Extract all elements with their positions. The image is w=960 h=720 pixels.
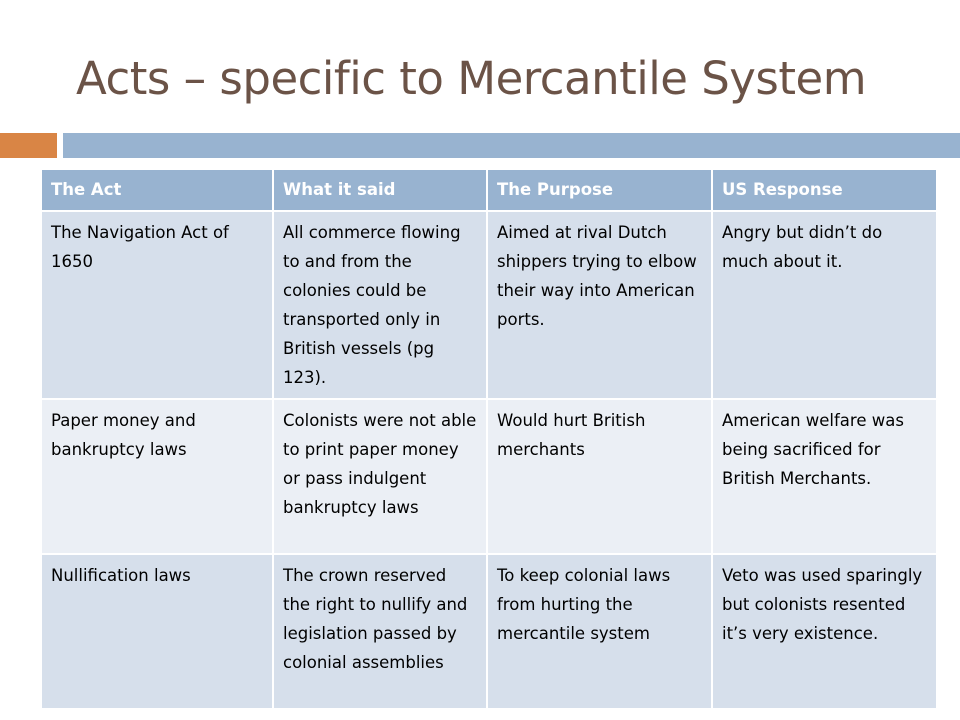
cell-what-it-said: Colonists were not able to print paper money or pass indulgent bankruptcy laws (273, 399, 487, 554)
cell-what-it-said: The crown reserved the right to nullify and legislation passed by colonial assemblies (273, 554, 487, 709)
acts-table (40, 168, 938, 710)
cell-purpose: Would hurt British merchants (487, 399, 712, 554)
cell-us-response: American welfare was being sacrificed for British Merchants. (712, 399, 937, 554)
cell-us-response: Veto was used sparingly but colonists resented it’s very existence. (712, 554, 937, 709)
accent-bar-orange (0, 133, 57, 158)
cell-what-it-said: All commerce flowing to and from the colonies could be transported only in British vessels (pg 123). (273, 211, 487, 399)
table-row (41, 211, 937, 399)
table-row (41, 554, 937, 709)
accent-bar-blue (63, 133, 960, 158)
slide-title: Acts – specific to Mercantile System (76, 52, 867, 105)
table-header-row (41, 169, 937, 211)
header-what-it-said: What it said (273, 169, 487, 211)
header-the-purpose: The Purpose (487, 169, 712, 211)
header-us-response: US Response (712, 169, 937, 211)
cell-act: Nullification laws (41, 554, 273, 709)
cell-purpose: Aimed at rival Dutch shippers trying to elbow their way into American ports. (487, 211, 712, 399)
cell-us-response: Angry but didn’t do much about it. (712, 211, 937, 399)
cell-act: Paper money and bankruptcy laws (41, 399, 273, 554)
header-the-act: The Act (41, 169, 273, 211)
table-row (41, 399, 937, 554)
cell-purpose: To keep colonial laws from hurting the mercantile system (487, 554, 712, 709)
cell-act: The Navigation Act of 1650 (41, 211, 273, 399)
